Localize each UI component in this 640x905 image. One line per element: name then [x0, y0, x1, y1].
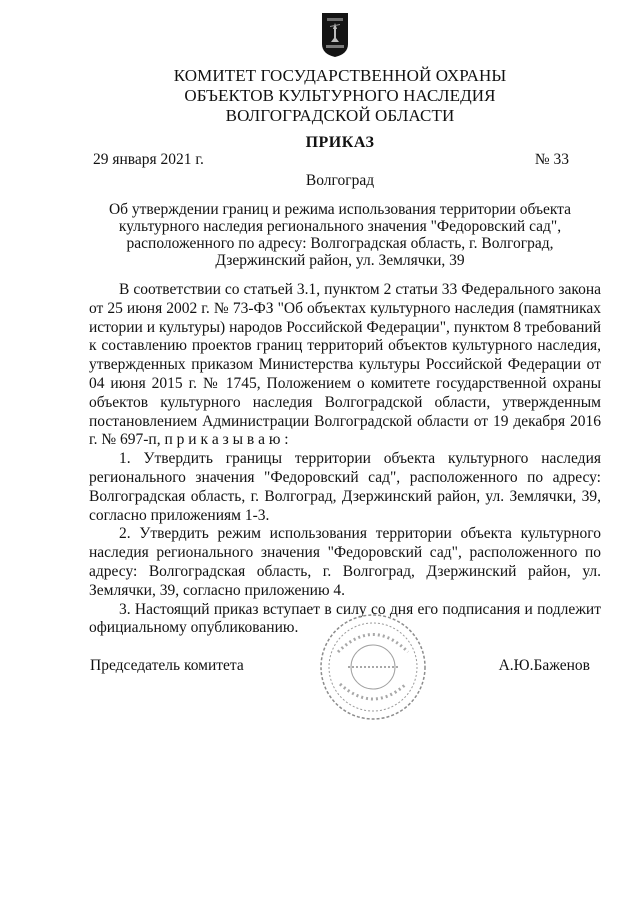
order-keyword: п р и к а з ы в а ю :	[164, 431, 289, 449]
committee-name-line-2: ОБЪЕКТОВ КУЛЬТУРНОГО НАСЛЕДИЯ	[184, 86, 496, 105]
signatory-position: Председатель комитета	[90, 657, 244, 674]
order-item-3: 3. Настоящий приказ вступает в силу со дня его подписания и подлежит официальному опубликованию.	[89, 600, 601, 637]
order-item-2: 2. Утвердить режим использования территории объекта культурного наследия регионального значения "Федоровский сад", расположенного по адресу: Волгоградская область, г. Волгоград, Дзержинский район, ул. Землячки, 39, согласно приложению 4.	[89, 525, 601, 599]
signatory-name: А.Ю.Баженов	[498, 657, 590, 674]
official-seal-icon	[318, 612, 428, 722]
document-date: 29 января 2021 г.	[93, 151, 204, 168]
subject-line: Об утверждении границ и режима использования территории объекта	[108, 201, 572, 218]
committee-name-line-3: ВОЛГОГРАДСКОЙ ОБЛАСТИ	[225, 106, 455, 125]
subject-line: расположенного по адресу: Волгоградская область, г. Волгоград,	[126, 235, 554, 252]
document-type: ПРИКАЗ	[305, 134, 375, 151]
document-subject	[90, 201, 590, 269]
subject-line: культурного наследия регионального значения "Федоровский сад",	[118, 218, 562, 235]
order-item-1: 1. Утвердить границы территории объекта культурного наследия регионального значения "Федоровский сад", расположенного по адресу: Волгоградская область, г. Волгоград, Дзержинский район, ул. Землячки, 39, согласно приложениям 1-3.	[89, 450, 601, 524]
document-number: № 33	[534, 151, 569, 168]
preamble-text: В соответствии со статьей 3.1, пунктом 2 статьи 33 Федерального закона от 25 июня 2002 г. № 73-ФЗ "Об объектах культурного наследия (памятниках истории и культуры) народов Российской Федерации", пунктом 8 требований к составлению проектов границ территорий объектов культурного наследия, утвержденных приказом Министерства культуры Российской Федерации от 04 июня 2015 г. № 1745, Положением о комитете государственной охраны объектов культурного наследия Волгоградской области, утвержденным постановлением Администрации Волгоградской области от 19 декабря 2016 г. № 697-п,	[89, 281, 601, 449]
subject-line: Дзержинский район, ул. Землячки, 39	[215, 252, 465, 269]
document-body	[89, 281, 601, 638]
preamble-paragraph	[89, 281, 601, 450]
document-city: Волгоград	[305, 172, 375, 189]
coat-of-arms-icon	[321, 12, 349, 58]
committee-name-line-1: КОМИТЕТ ГОСУДАРСТВЕННОЙ ОХРАНЫ	[173, 66, 507, 85]
